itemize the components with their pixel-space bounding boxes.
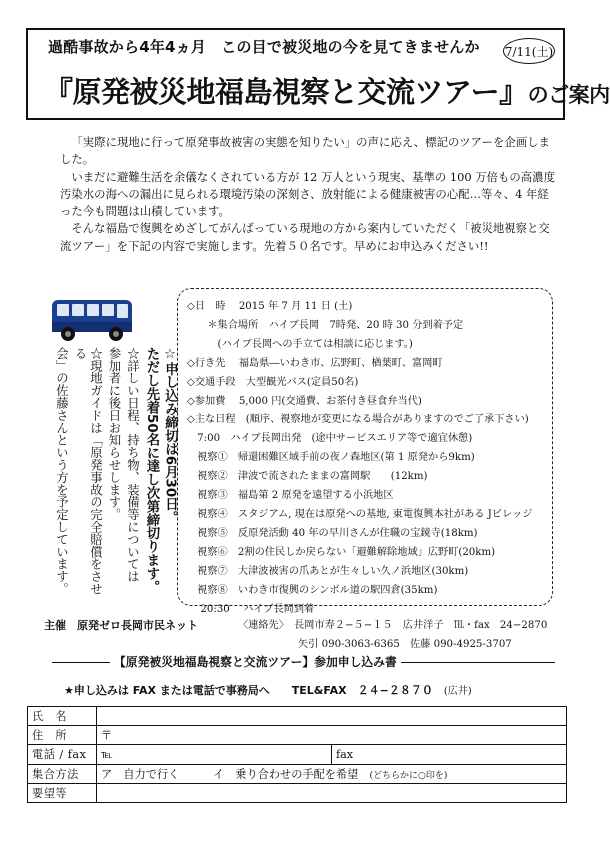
deadline-note-2: ただし先着50名に達し次第締切ります。	[144, 347, 159, 594]
intro-paragraph: いまだに避難生活を余儀なくされている方が 12 万人という現実、基準の 100 万倍もの高濃度汚染水の海への漏出に見られる環境汚染の深刻さ、放射能による健康被害の心配…等々、4 年経った今も問題は山積しています。	[60, 169, 555, 219]
meeting-options: ア 自力で行く イ 乗り合わせの手配を希望	[101, 767, 359, 781]
schedule-line: ◇主な日程 (順序、視察地が変更になる場合がありますのでご了承下さい)	[187, 414, 529, 426]
schedule-line: ◇参加費 5,000 円(交通費、お茶付き昼食弁当代)	[187, 395, 422, 407]
schedule-line: (ハイブ長岡への手立ては相談に応じます。)	[187, 338, 413, 350]
intro-text	[60, 134, 556, 255]
schedule-line: ◇行き先 福島県―いわき市、広野町、楢葉町、富岡町	[187, 357, 443, 369]
header-box	[26, 28, 610, 120]
schedule-line: 視察③ 福島第 2 原発を遠望する小浜地区	[187, 490, 394, 502]
name-field[interactable]	[97, 707, 567, 726]
date-badge: 7/11(土)	[503, 38, 555, 64]
form-row-meeting	[28, 764, 567, 783]
schedule-line: 視察⑤ 反原発活動 40 年の早川さんが住職の宝鏡寺(18km)	[187, 527, 478, 539]
guide-note-2: 会」の佐藤さんという方を予定しています。	[54, 347, 70, 595]
schedule-line: 7:00 ハイブ長岡出発 (途中サービスエリア等で適宜休憩)	[187, 433, 473, 445]
organizer-label: 主催 原発ゼロ長岡市民ネット	[44, 619, 198, 632]
application-form	[27, 706, 567, 803]
form-title: 【原発被災地福島視察と交流ツアー】参加申し込み書	[110, 653, 401, 670]
schedule-line: ◇交通手段 大型観光バス(定員50名)	[187, 376, 359, 388]
details-note: ☆詳しい日程、持ち物、装備等については	[125, 347, 141, 583]
schedule-list	[187, 298, 549, 619]
form-row-request	[28, 783, 567, 802]
schedule-line: 視察② 津波で流されたままの富岡駅 (12km)	[187, 471, 428, 483]
phone-label: 電話 / fax	[28, 745, 97, 764]
schedule-line: 視察⑦ 大津波被害の爪あとが生々しい久ノ浜地区(30km)	[187, 565, 469, 577]
title-main: 『原発被災地福島視察と交流ツアー』	[44, 75, 528, 109]
page-title	[44, 70, 610, 111]
address-label: 住 所	[28, 726, 97, 745]
address-field[interactable]: 〒	[97, 726, 567, 745]
contact-line: 矢引 090-3063-6365 佐藤 090-4925-3707	[298, 639, 512, 650]
schedule-line: 視察⑥ 2割の住民しか戻らない「避難解除地域」広野町(20km)	[187, 546, 496, 558]
schedule-line: 視察④ スタジアム, 現在は原発への基地, 東電復興本社がある Jビレッジ	[187, 508, 533, 520]
form-row-name	[28, 707, 567, 726]
apply-note	[64, 682, 472, 698]
meeting-label: 集合方法	[28, 764, 97, 783]
request-field[interactable]	[97, 783, 567, 802]
meeting-field[interactable]	[97, 764, 567, 783]
form-row-address	[28, 726, 567, 745]
guide-note: ☆現地ガイドは「原発事故の完全賠償をさせる	[73, 347, 104, 595]
bus-icon	[48, 296, 136, 348]
intro-paragraph: そんな福島で復興をめざしてがんばっている現地の方から案内していただく「被災地視察と交流ツアー」を下記の内容で実施します。先着５０名です。早めにお申込みください!!	[60, 221, 550, 253]
apply-note-sub: (広井)	[443, 686, 472, 697]
organizer	[44, 616, 198, 635]
contact-info	[238, 616, 547, 654]
header-subtitle: 過酷事故から4年4ヵ月 この目で被災地の今を見てきませんか	[48, 38, 480, 56]
fax-field[interactable]: fax	[332, 745, 567, 764]
phone-field[interactable]: ℡	[97, 745, 332, 764]
details-note-2: 参加者に後日お知らせします。	[107, 347, 122, 521]
form-row-phone	[28, 745, 567, 764]
name-label: 氏 名	[28, 707, 97, 726]
schedule-line: 視察⑧ いわき市復興のシンボル道の駅四倉(35km)	[187, 584, 438, 596]
deadline-note: ☆申し込み締切は6月30日。	[162, 347, 178, 524]
title-suffix: のご案内	[527, 83, 610, 107]
schedule-line: ＊集合場所 ハイブ長岡 7時発、20 時 30 分到着予定	[187, 319, 464, 331]
schedule-line: 20:30 ハイブ長岡到着	[187, 603, 315, 615]
apply-note-text: ★申し込みは FAX または電話で事務局へ TEL&FAX ２４−２８７０	[64, 684, 433, 697]
vertical-notes	[54, 347, 178, 605]
meeting-hint: (どちらかに○印を)	[369, 770, 448, 781]
schedule-line: 視察① 帰還困難区域手前の夜ノ森地区(第 1 原発から9km)	[187, 452, 475, 464]
intro-paragraph: 「実際に現地に行って原発事故被害の実態を知りたい」の声に応え、標記のツアーを企画しました。	[60, 135, 550, 167]
request-label: 要望等	[28, 783, 97, 802]
schedule-line: ◇日 時 2015 年 7 月 11 日 (土)	[187, 301, 353, 312]
contact-line: 〈連絡先〉 長岡市寿２−５−１５ 広井洋子 ℡・fax 24−2870	[238, 620, 548, 631]
